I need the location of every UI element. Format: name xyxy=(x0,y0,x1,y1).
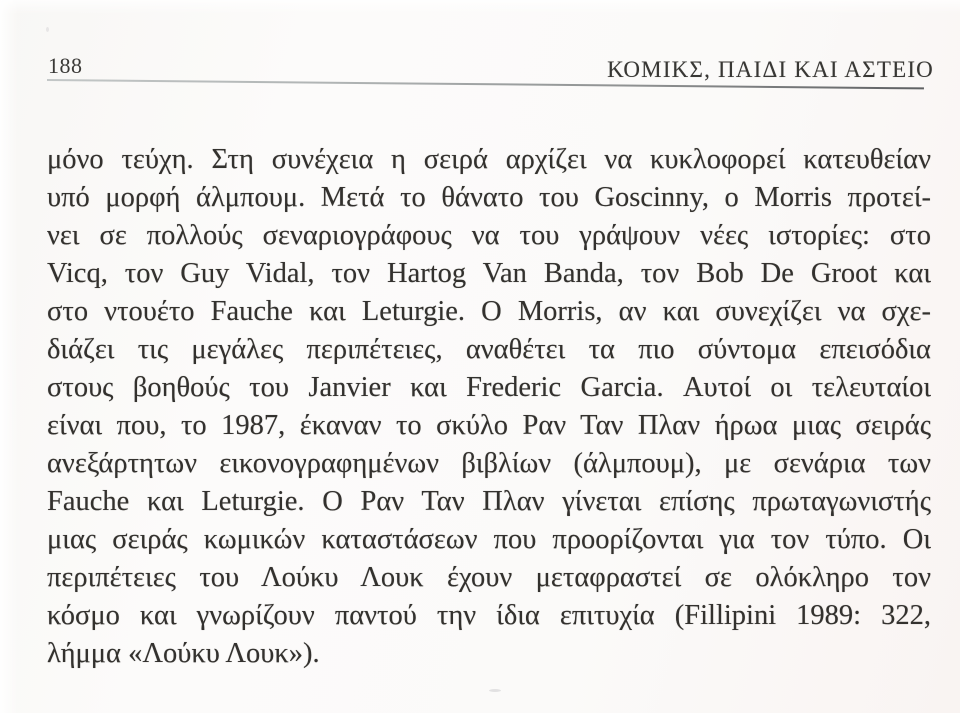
text-line: κόσμο και γνωρίζουν παντού την ίδια επιτυχία (Fillipini 1989: 322, xyxy=(47,600,931,631)
text-line: μιας σειράς κωμικών καταστάσεων που προορίζονται για τον τύπο. Οι xyxy=(47,524,931,555)
scan-smudge xyxy=(489,689,501,692)
text-line: είναι που, το 1987, έκαναν το σκύλο Ραν Ταν Πλαν ήρωα μιας σειράς xyxy=(47,410,931,441)
text-line: νει σε πολλούς σεναριογράφους να του γράψουν νέες ιστορίες: στο xyxy=(47,220,931,251)
page-number: 188 xyxy=(48,53,83,78)
text-line: διάζει τις μεγάλες περιπέτειες, αναθέτει τα πιο σύντομα επεισόδια xyxy=(47,334,931,365)
text-line: λήμμα «Λούκυ Λουκ»). xyxy=(47,638,320,669)
text-line: Vicq, τον Guy Vidal, τον Hartog Van Banda, τον Bob De Groot και xyxy=(47,258,931,289)
running-header: ΚΟΜΙΚΣ, ΠΑΙΔΙ ΚΑΙ ΑΣΤΕΙΟ xyxy=(607,57,934,82)
text-line: στους βοηθούς του Janvier και Frederic Garcia. Αυτοί οι τελευταίοι xyxy=(47,372,931,403)
text-line: ανεξάρτητων εικονογραφημένων βιβλίων (άλμπουμ), με σενάρια των xyxy=(47,448,931,479)
text-line: Fauche και Leturgie. Ο Ραν Ταν Πλαν γίνεται επίσης πρωταγωνιστής xyxy=(47,486,931,517)
body-text xyxy=(47,141,931,673)
text-line: μόνο τεύχη. Στη συνέχεια η σειρά αρχίζει να κυκλοφορεί κατευθείαν xyxy=(47,144,931,175)
scan-smudge xyxy=(46,27,49,32)
text-line: υπό μορφή άλμπουμ. Μετά το θάνατο του Goscinny, ο Morris προτεί- xyxy=(47,182,931,213)
text-line: περιπέτειες του Λούκυ Λουκ έχουν μεταφραστεί σε ολόκληρο τον xyxy=(47,562,931,593)
text-line: στο ντουέτο Fauche και Leturgie. Ο Morris, αν και συνεχίζει να σχε- xyxy=(47,296,931,327)
